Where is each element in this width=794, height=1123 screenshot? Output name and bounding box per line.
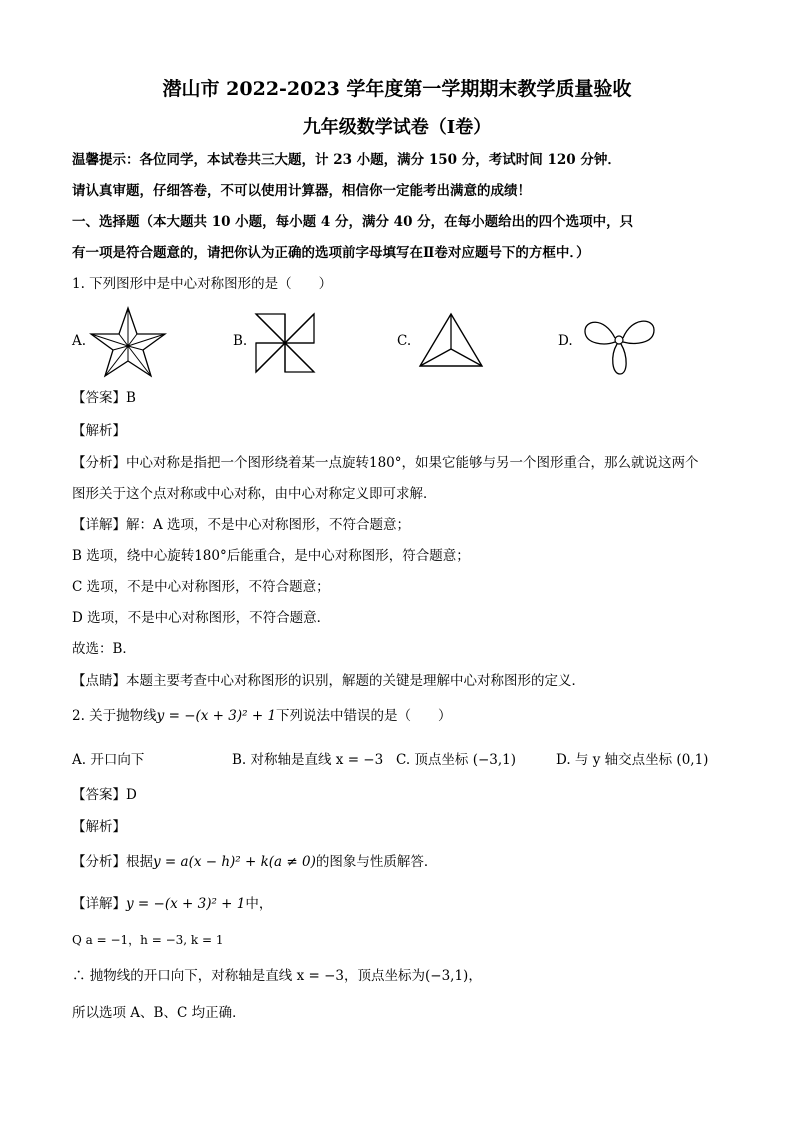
q2-fenxi-suffix: 的图象与性质解答． — [315, 854, 438, 870]
q2-option-b: B. 对称轴是直线 x = −3 — [232, 752, 384, 768]
q1-fenxi-line-2: 图形关于这个点对称或中心对称，由中心对称定义即可求解． — [72, 486, 437, 502]
q1-question: 1. 下列图形中是中心对称图形的是（ ） — [72, 276, 333, 292]
q2-therefore — [72, 966, 482, 986]
page-subtitle: 九年级数学试卷（Ⅰ卷） — [302, 117, 492, 138]
q2-question-prefix: 2. 关于抛物线 — [72, 708, 157, 724]
section-heading-line-1: 一、选择题（本大题共 10 小题，每小题 4 分，满分 40 分，在每小题给出的四个选项中，只 — [72, 214, 634, 230]
propeller-figure-icon — [580, 310, 658, 376]
q1-analysis-label: 【解析】 — [72, 423, 126, 439]
q1-option-b-label: B. — [233, 333, 248, 349]
q2-fenxi — [72, 852, 437, 872]
q2-detail — [72, 894, 272, 914]
q2-because: Q a = −1，h = −3, k = 1 — [72, 933, 224, 947]
pinwheel-figure-icon — [254, 312, 316, 374]
q2-detail-prefix: 【详解】 — [72, 896, 126, 912]
q1-option-d-label: D. — [558, 333, 573, 349]
q2-option-c: C. 顶点坐标 (−3,1) — [396, 752, 517, 768]
q1-detail-line-4: D 选项，不是中心对称图形，不符合题意． — [72, 610, 331, 626]
triangle-figure-icon — [418, 312, 484, 368]
q2-analysis-label: 【解析】 — [72, 819, 126, 835]
notice-line-2: 请认真审题，仔细答卷，不可以使用计算器，相信你一定能考出满意的成绩！ — [72, 183, 531, 199]
q1-option-a-label: A. — [72, 333, 87, 349]
q2-fenxi-formula: y = a(x − h)² + k(a ≠ 0) — [153, 854, 316, 870]
q2-fenxi-prefix: 【分析】根据 — [72, 854, 153, 870]
q1-detail-line-3: C 选项，不是中心对称图形，不符合题意； — [72, 579, 330, 595]
q2-therefore-suffix: ， — [468, 968, 482, 984]
q1-fenxi-line-1: 【分析】中心对称是指把一个图形绕着某一点旋转180°，如果它能够与另一个图形重合，那么就说这两个 — [72, 455, 699, 471]
q2-conclusion: 所以选项 A、B、C 均正确． — [72, 1005, 246, 1021]
q1-detail-line-1: 【详解】解：A 选项，不是中心对称图形，不符合题意； — [72, 517, 411, 533]
notice-line-1: 温馨提示：各位同学，本试卷共三大题，计 23 小题，满分 150 分，考试时间 120 分钟． — [72, 152, 621, 168]
q1-comment: 【点睛】本题主要考查中心对称图形的识别，解题的关键是理解中心对称图形的定义． — [72, 673, 585, 689]
q1-option-c-label: C. — [397, 333, 412, 349]
q2-question-formula: y = −(x + 3)² + 1 — [156, 708, 277, 724]
q1-answer: 【答案】B — [72, 390, 136, 406]
q2-question — [72, 706, 452, 726]
q2-detail-suffix: 中， — [245, 896, 273, 912]
q2-answer: 【答案】D — [72, 787, 137, 803]
q2-option-a: A. 开口向下 — [72, 752, 145, 768]
q1-detail-line-2: B 选项，绕中心旋转180°后能重合，是中心对称图形，符合题意； — [72, 548, 470, 564]
q2-detail-formula: y = −(x + 3)² + 1 — [126, 896, 246, 912]
q2-therefore-formula: (−3,1) — [425, 968, 469, 984]
star-figure-icon — [88, 304, 168, 380]
q1-choice: 故选：B． — [72, 641, 136, 657]
q2-therefore-prefix: ∴ 抛物线的开口向下，对称轴是直线 x = −3，顶点坐标为 — [72, 968, 425, 984]
section-heading-line-2: 有一项是符合题意的，请把你认为正确的选项前字母填写在Ⅱ卷对应题号下的方框中．） — [72, 245, 590, 261]
q2-question-suffix: 下列说法中错误的是（ ） — [276, 708, 452, 724]
page-title: 潜山市 2022-2023 学年度第一学期期末教学质量验收 — [162, 78, 632, 100]
q2-option-d: D. 与 y 轴交点坐标 (0,1) — [556, 752, 709, 768]
